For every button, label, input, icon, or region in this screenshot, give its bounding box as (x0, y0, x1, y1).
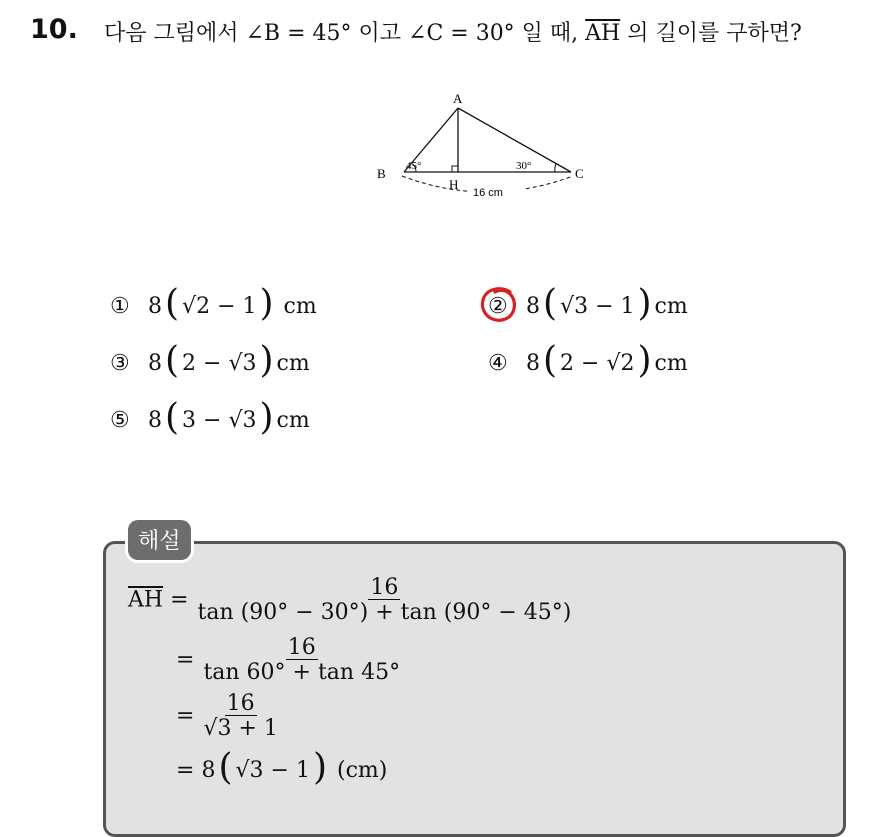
paren-close: ) (637, 283, 652, 324)
choice-5-term-a: 3 (182, 407, 197, 433)
paren-open: ( (218, 747, 233, 788)
choice-2-term-b: 1 (620, 293, 635, 319)
solution-line-2 (176, 636, 402, 685)
choice-4-term-b: √2 (606, 350, 635, 376)
choice-1[interactable] (110, 283, 317, 324)
fraction-3-numerator: 16 (226, 691, 255, 716)
side-ac (458, 108, 571, 172)
choice-1-term-b: 1 (242, 293, 257, 319)
choice-3-op: − (203, 350, 222, 376)
angle-b-label: 45° (406, 160, 422, 172)
fraction-2 (201, 636, 402, 685)
choice-4-term-a: 2 (560, 350, 575, 376)
choice-2-op: − (595, 293, 614, 319)
solution-unit: (cm) (336, 757, 388, 783)
fraction-1 (196, 576, 574, 625)
choice-5-number: ⑤ (110, 407, 130, 433)
choice-4[interactable] (488, 340, 688, 381)
choice-1-term-a: √2 (182, 293, 211, 319)
fraction-1-denominator: tan (90° − 30°) + tan (90° − 45°) (197, 600, 572, 626)
choice-4-coef: 8 (526, 350, 540, 376)
choice-4-number: ④ (488, 350, 508, 376)
choice-1-coef: 8 (148, 293, 162, 319)
label-c: C (575, 166, 584, 181)
fraction-3-denominator: √3 + 1 (203, 716, 278, 742)
selected-answer-circle-mark (478, 284, 520, 326)
fraction-3 (201, 692, 279, 741)
angle-c-label: 30° (516, 160, 532, 172)
choice-2-unit: cm (654, 293, 688, 319)
choice-3[interactable] (110, 340, 310, 381)
paren-close: ) (259, 397, 274, 438)
choice-3-number: ③ (110, 350, 130, 376)
solution-term-b: 1 (295, 757, 310, 783)
equals-sign: = (170, 587, 189, 613)
question-text (104, 16, 802, 47)
triangle-figure (370, 88, 600, 208)
paren-open: ( (165, 283, 180, 324)
equals-sign: = (176, 703, 195, 729)
choice-3-unit: cm (276, 350, 310, 376)
choice-3-coef: 8 (148, 350, 162, 376)
paren-open: ( (543, 283, 558, 324)
choice-3-term-a: 2 (182, 350, 197, 376)
choice-2-number: ② (488, 293, 508, 319)
choice-5-op: − (203, 407, 222, 433)
choice-1-number: ① (110, 293, 130, 319)
label-b: B (377, 166, 386, 181)
choice-4-op: − (581, 350, 600, 376)
choice-1-op: − (217, 293, 236, 319)
label-h: H (449, 177, 459, 192)
label-a: A (453, 91, 463, 106)
question-number: 10. (30, 14, 78, 45)
solution-line-3 (176, 692, 280, 741)
equals-sign: = (176, 757, 195, 783)
paren-close: ) (259, 340, 274, 381)
choice-2-coef: 8 (526, 293, 540, 319)
choice-5-coef: 8 (148, 407, 162, 433)
paren-close: ) (637, 340, 652, 381)
solution-tag: 해설 (128, 520, 191, 560)
fraction-1-numerator: 16 (370, 575, 399, 600)
choice-1-unit: cm (283, 293, 317, 319)
base-length-label: 16 cm (473, 187, 503, 199)
angle-c-arc (555, 164, 556, 172)
paren-close: ) (312, 747, 327, 788)
question-text-before: 다음 그림에서 ∠B = 45° 이고 ∠C = 30° 일 때, (104, 21, 586, 46)
choice-5-unit: cm (276, 407, 310, 433)
choice-4-unit: cm (654, 350, 688, 376)
paren-close: ) (259, 283, 274, 324)
paren-open: ( (165, 397, 180, 438)
choice-3-term-b: √3 (228, 350, 257, 376)
fraction-2-numerator: 16 (287, 635, 316, 660)
solution-line-4 (176, 747, 388, 788)
solution-coef: 8 (201, 757, 216, 783)
solution-line-1 (128, 576, 573, 625)
paren-open: ( (543, 340, 558, 381)
choice-5-term-b: √3 (228, 407, 257, 433)
equals-sign: = (176, 647, 195, 673)
question-text-after: 의 길이를 구하면? (620, 21, 802, 46)
solution-lhs: $\overline{AH}$ (128, 587, 164, 613)
right-angle-mark (452, 166, 458, 172)
paren-open: ( (165, 340, 180, 381)
solution-term-a: √3 (235, 757, 264, 783)
choice-2-term-a: √3 (560, 293, 589, 319)
solution-op: − (270, 757, 289, 783)
choice-5[interactable] (110, 397, 310, 438)
segment-ah: $\overline{AH}$ (585, 21, 621, 46)
fraction-2-denominator: tan 60° + tan 45° (203, 660, 401, 686)
